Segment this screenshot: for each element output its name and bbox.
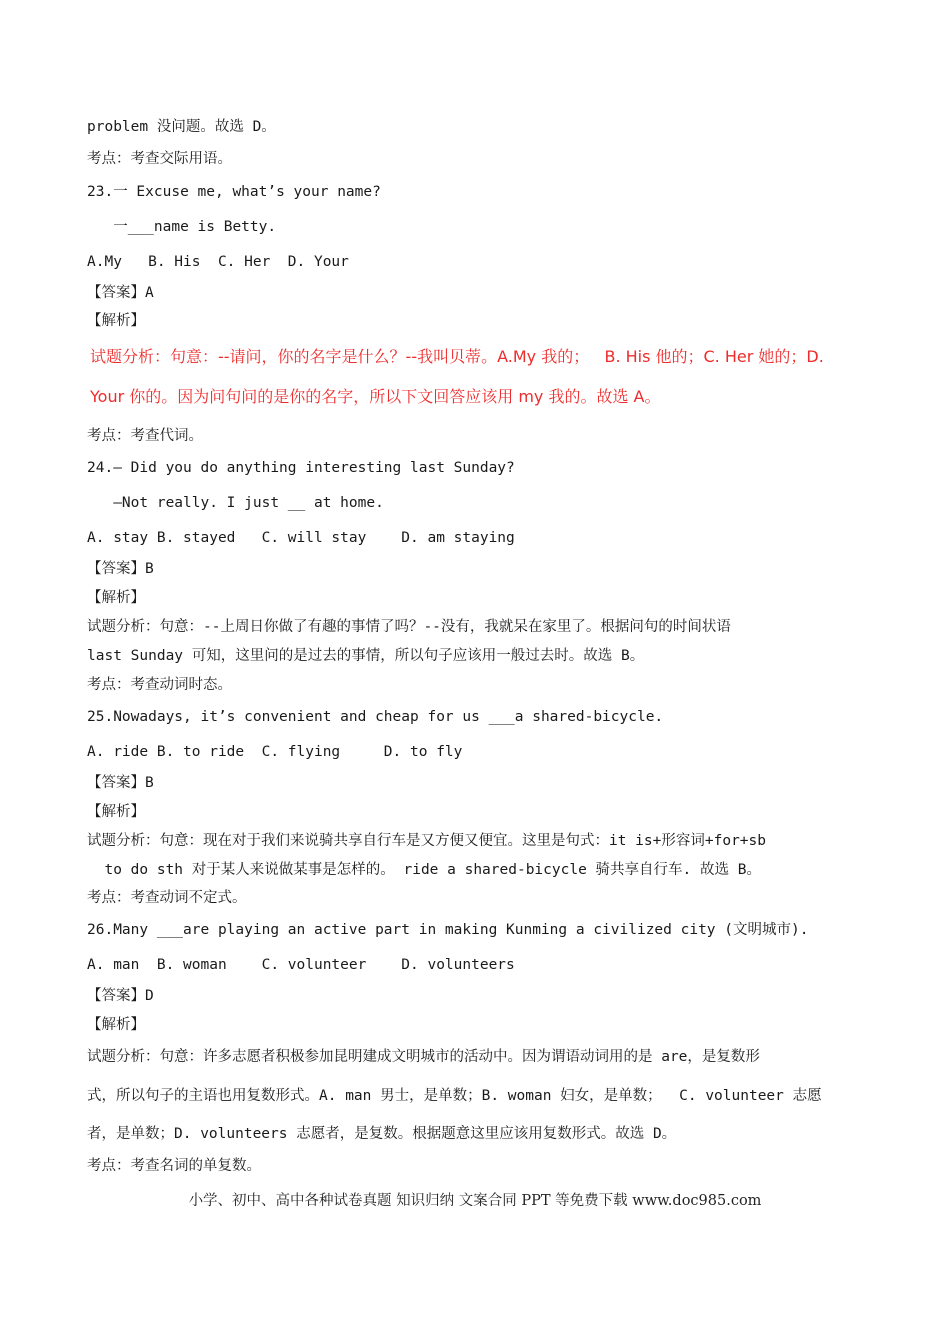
analysis-heading-25: 【解析】: [87, 804, 145, 820]
analysis-26-line-1: 试题分析：句意：许多志愿者积极参加昆明建成文明城市的活动中。因为谓语动词用的是 are，是复数形: [87, 1049, 760, 1065]
text-line: 考点：考查动词时态。: [87, 677, 232, 693]
question-25-options: A. ride B. to ride C. flying D. to fly: [87, 744, 463, 760]
question-24-options: A. stay B. stayed C. will stay D. am staying: [87, 530, 515, 546]
question-24-reply: —Not really. I just __ at home.: [87, 495, 384, 511]
analysis-26-line-3: 者，是单数；D. volunteers 志愿者，是复数。根据题意这里应该用复数形式。故选 D。: [87, 1126, 677, 1142]
answer-24: 【答案】B: [87, 561, 154, 577]
text-line: problem 没问题。故选 D。: [87, 119, 276, 135]
question-23-options: A.My B. His C. Her D. Your: [87, 254, 349, 270]
analysis-23-line-1: 试题分析：句意：--请问，你的名字是什么？--我叫贝蒂。A.My 我的； B. His 他的；C. Her 她的；D.: [90, 347, 824, 366]
question-26: 26.Many ___are playing an active part in making Kunming a civilized city (文明城市).: [87, 922, 809, 938]
text-line: 考点：考查交际用语。: [87, 151, 232, 167]
text-line: 考点：考查代词。: [87, 428, 203, 444]
analysis-25-line-2: to do sth 对于某人来说做某事是怎样的。 ride a shared-bicycle 骑共享自行车. 故选 B。: [87, 862, 761, 878]
question-23-reply: 一___name is Betty.: [87, 219, 277, 235]
analysis-heading-24: 【解析】: [87, 590, 145, 606]
analysis-26-line-2: 式，所以句子的主语也用复数形式。A. man 男士，是单数；B. woman 妇女，是单数； C. volunteer 志愿: [87, 1088, 822, 1104]
page-footer: 小学、初中、高中各种试卷真题 知识归纳 文案合同 PPT 等免费下载 www.doc985.com: [188, 1193, 762, 1209]
answer-23: 【答案】A: [87, 285, 154, 301]
question-24: 24.— Did you do anything interesting last Sunday?: [87, 460, 515, 476]
analysis-heading-23: 【解析】: [87, 313, 145, 329]
question-26-options: A. man B. woman C. volunteer D. volunteers: [87, 957, 515, 973]
analysis-24-line-1: 试题分析：句意：--上周日你做了有趣的事情了吗？--没有，我就呆在家里了。根据问句的时间状语: [87, 619, 731, 635]
analysis-25-line-1: 试题分析：句意：现在对于我们来说骑共享自行车是又方便又便宜。这里是句式：it is+形容词+for+sb: [87, 833, 766, 849]
question-23: 23.一 Excuse me, what’s your name?: [87, 184, 381, 200]
analysis-24-line-2: last Sunday 可知，这里问的是过去的事情，所以句子应该用一般过去时。故选 B。: [87, 648, 645, 664]
answer-26: 【答案】D: [87, 988, 154, 1004]
text-line: 考点：考查名词的单复数。: [87, 1158, 261, 1174]
text-line: 考点：考查动词不定式。: [87, 890, 247, 906]
analysis-23-line-2: Your 你的。因为问句问的是你的名字，所以下文回答应该用 my 我的。故选 A。: [90, 387, 661, 406]
answer-25: 【答案】B: [87, 775, 154, 791]
question-25: 25.Nowadays, it’s convenient and cheap for us ___a shared-bicycle.: [87, 709, 664, 725]
analysis-heading-26: 【解析】: [87, 1017, 145, 1033]
